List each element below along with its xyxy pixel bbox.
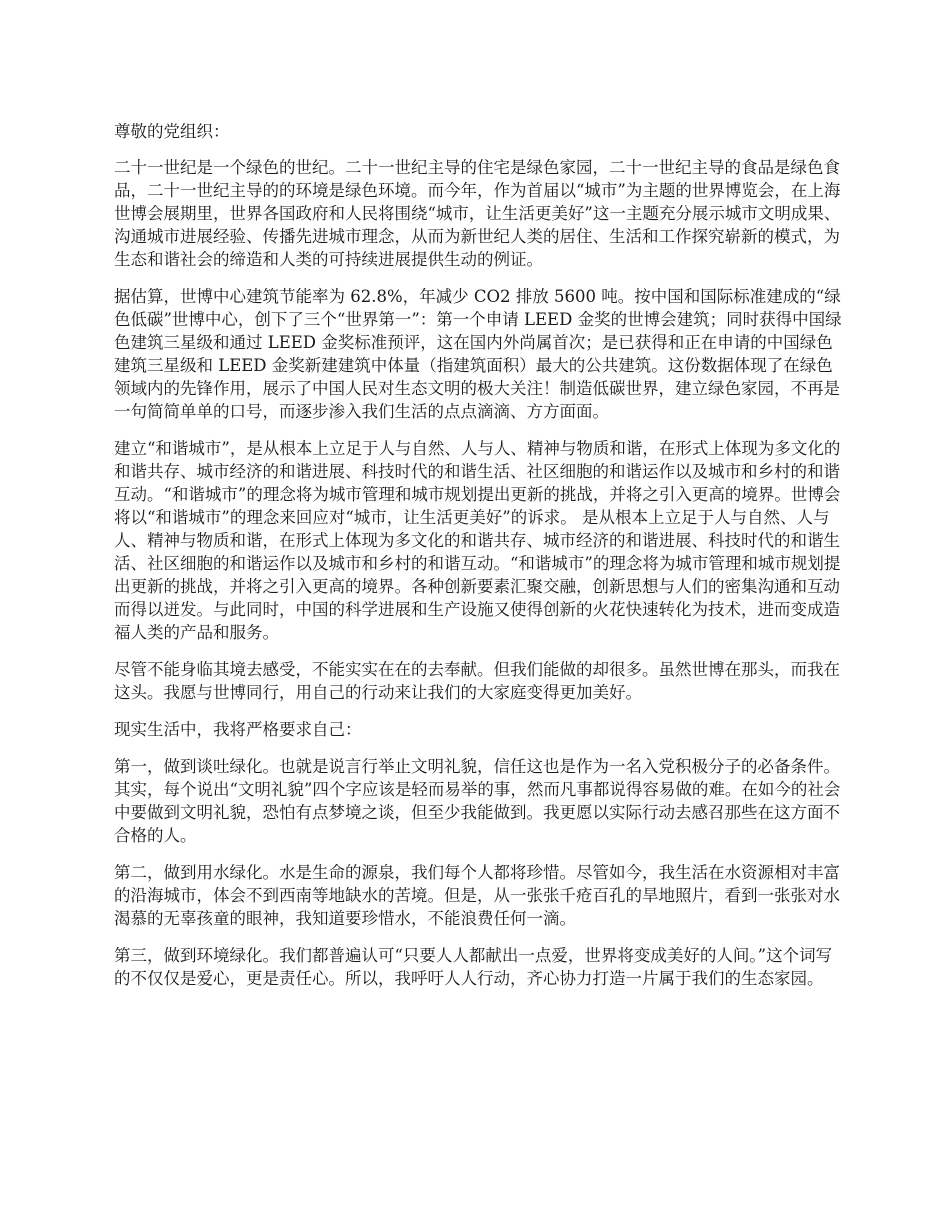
paragraph-second-point: 第二，做到用水绿化。水是生命的源泉，我们每个人都将珍惜。尽管如今，我生活在水资源相对丰富的沿海城市，体会不到西南等地缺水的苦境。但是，从一张张千疮百孔的旱地照片，看到一张张对水渴慕的无辜孩童的眼神，我知道要珍惜水，不能浪费任何一滴。 (114, 863, 840, 928)
paragraph-first-point: 第一，做到谈吐绿化。也就是说言行举止文明礼貌，信任这也是作为一名入党积极分子的必备条件。其实，每个说出“文明礼貌”四个字应该是轻而易举的事，然而凡事都说得容易做的难。在如今的社会中要做到文明礼貌，恐怕有点梦境之谈，但至少我能做到。我更愿以实际行动去感召那些在这方面不合格的人。 (114, 757, 841, 845)
paragraph-third-point: 第三，做到环境绿化。我们都普遍认可“只要人人都献出一点爱，世界将变成美好的人间。”这个词写的不仅仅是爱心，更是责任心。所以，我呼吁人人行动，齐心协力打造一片属于我们的生态家园。 (114, 946, 833, 988)
document-page (114, 120, 842, 1004)
paragraph-intro: 二十一世纪是一个绿色的世纪。二十一世纪主导的住宅是绿色家园，二十一世纪主导的食品是绿色食品，二十一世纪主导的的环境是绿色环境。而今年，作为首届以“城市”为主题的世界博览会，在上海世博会展期里，世界各国政府和人民将围绕“城市，让生活更美好”这一主题充分展示城市文明成果、沟通城市进展经验、传播先进城市理念，从而为新世纪人类的居住、生活和工作探究崭新的模式，为生态和谐社会的缔造和人类的可持续进展提供生动的例证。 (114, 158, 841, 269)
salutation: 尊敬的党组织： (114, 122, 230, 141)
paragraph-participation: 尽管不能身临其境去感受，不能实实在在的去奉献。但我们能做的却很多。虽然世博在那头，而我在这头。我愿与世博同行，用自己的行动来让我们的大家庭变得更加美好。 (114, 660, 840, 702)
paragraph-harmonious-city: 建立“和谐城市”，是从根本上立足于人与自然、人与人、精神与物质和谐，在形式上体现为多文化的和谐共存、城市经济的和谐进展、科技时代的和谐生活、社区细胞的和谐运作以及城市和乡村的和谐互动。“和谐城市”的理念将为城市管理和城市规划提出更新的挑战，并将之引入更高的境界。世博会将以“和谐城市”的理念来回应对“城市，让生活更美好”的诉求。 是从根本上立足于人与自然、人与人、精神与物质和谐，在形式上体现为多文化的和谐共存、城市经济的和谐进展、科技时代的和谐生活、社区细胞的和谐运作以及城市和乡村的和谐互动。“和谐城市”的理念将为城市管理和城市规划提出更新的挑战，并将之引入更高的境界。各种创新要素汇聚交融，创新思想与人们的密集沟通和互动而得以迸发。与此同时，中国的科学进展和生产设施又使得创新的火花快速转化为技术，进而变成造福人类的产品和服务。 (114, 439, 841, 642)
paragraph-commitment-intro: 现实生活中，我将严格要求自己： (114, 720, 362, 739)
paragraph-expo-center: 据估算，世博中心建筑节能率为 62.8%，年减少 CO2 排放 5600 吨。按中国和国际标准建成的“绿色低碳”世博中心，创下了三个“世界第一”：第一个申请 LEED 金奖的世博会建筑；同时获得中国绿色建筑三星级和通过 LEED 金奖标准预评，这在国内外尚属首次；是已获得和正在申请的中国绿色建筑三星级和 LEED 金奖新建建筑中体量（指建筑面积）最大的公共建筑。这份数据体现了在绿色领域内的先锋作用，展示了中国人民对生态文明的极大关注！制造低碳世界，建立绿色家园，不再是一句简简单单的口号，而逐步渗入我们生活的点点滴滴、方方面面。 (114, 287, 842, 421)
